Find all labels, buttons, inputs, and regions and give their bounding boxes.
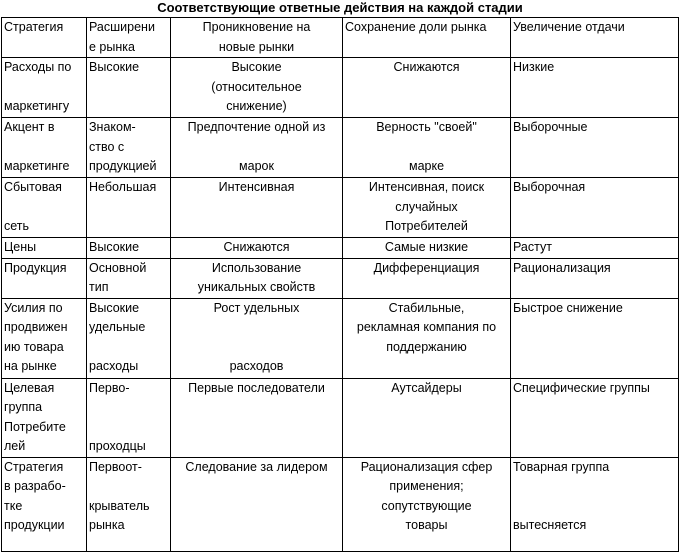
cell-text-line: проходцы	[89, 439, 146, 453]
cell-new-market-penetration	[171, 18, 343, 58]
strategy-table	[1, 17, 679, 552]
cell-market-share-retention	[343, 258, 511, 298]
cell-new-market-penetration	[171, 457, 343, 551]
cell-market-expansion	[87, 258, 171, 298]
table-row	[2, 457, 679, 551]
cell-text-line: Потребителей	[385, 219, 468, 233]
cell-text-line: расходов	[229, 359, 284, 373]
cell-market-expansion	[87, 238, 171, 259]
cell-text-line: Проникновение на	[202, 20, 311, 34]
cell-return-increase	[511, 118, 679, 178]
cell-text-line: Продукция	[4, 260, 67, 275]
cell-text-line	[89, 338, 168, 358]
cell-text-line: Верность "своей"	[376, 120, 477, 134]
cell-market-expansion	[87, 58, 171, 118]
cell-return-increase	[511, 457, 679, 551]
cell-text-line: Товарная группа	[513, 459, 610, 474]
cell-text-line: Цены	[4, 240, 37, 254]
cell-text-line	[513, 497, 676, 517]
cell-text-line: Рост удельных	[213, 300, 300, 315]
cell-strategy-aspect	[2, 378, 87, 457]
cell-strategy-aspect	[2, 258, 87, 298]
cell-text-line: в разрабо-	[4, 479, 66, 493]
cell-text-line: е рынка	[89, 39, 135, 54]
cell-text-line: Растут	[513, 240, 552, 254]
cell-text-line	[345, 138, 508, 158]
cell-text-line: Сохранение доли рынка	[345, 20, 487, 34]
cell-text-line: Самые низкие	[384, 240, 469, 254]
cell-text-line: снижение)	[226, 99, 287, 113]
cell-text-line: марке	[408, 159, 445, 173]
cell-strategy-aspect	[2, 298, 87, 378]
cell-text-line: на рынке	[4, 359, 57, 373]
cell-text-line	[89, 418, 168, 438]
table-row	[2, 378, 679, 457]
cell-text-line: продукцией	[89, 159, 157, 173]
cell-text-line: Расходы по	[4, 60, 72, 74]
cell-strategy-aspect	[2, 18, 87, 58]
cell-text-line: рынка	[89, 518, 125, 532]
cell-strategy-aspect	[2, 457, 87, 551]
cell-text-line: Специфические группы	[513, 380, 650, 395]
cell-text-line: Рационализация сфер	[360, 459, 493, 474]
cell-text-line: тке	[4, 498, 23, 513]
cell-return-increase	[511, 298, 679, 378]
cell-text-line: продукции	[4, 518, 65, 532]
cell-new-market-penetration	[171, 118, 343, 178]
cell-text-line: товары	[405, 518, 448, 532]
cell-text-line: Знаком-	[89, 120, 136, 134]
cell-text-line: Использование	[211, 260, 302, 275]
cell-text-line	[4, 198, 84, 218]
cell-text-line	[4, 138, 84, 158]
cell-text-line: сеть	[4, 219, 30, 233]
table-row	[2, 298, 679, 378]
cell-text-line: вытесняется	[513, 518, 587, 532]
cell-text-line: Дифференциация	[373, 260, 480, 275]
cell-text-line: Предпочтение одной из	[187, 120, 326, 134]
cell-return-increase	[511, 178, 679, 238]
cell-text-line: новые рынки	[218, 39, 295, 54]
cell-text-line: маркетингу	[4, 99, 70, 113]
cell-text-line: случайных	[395, 199, 458, 214]
cell-text-line: Интенсивная	[218, 180, 295, 194]
cell-text-line: Расширени	[89, 20, 155, 34]
table-row	[2, 178, 679, 238]
cell-text-line	[173, 338, 340, 358]
cell-market-expansion	[87, 298, 171, 378]
cell-text-line: поддержанию	[386, 339, 467, 354]
cell-new-market-penetration	[171, 178, 343, 238]
cell-text-line: Высокие	[89, 240, 140, 254]
cell-text-line: ство с	[89, 139, 125, 154]
cell-market-share-retention	[343, 238, 511, 259]
cell-text-line: Высокие	[89, 60, 140, 74]
cell-text-line: Потребите	[4, 419, 66, 434]
cell-text-line: маркетинге	[4, 159, 70, 173]
cell-text-line: Интенсивная, поиск	[368, 180, 485, 194]
cell-text-line: Целевая	[4, 380, 55, 395]
cell-text-line: крыватель	[89, 498, 150, 513]
cell-text-line: уникальных свойств	[197, 280, 316, 294]
cell-market-expansion	[87, 457, 171, 551]
cell-text-line: марок	[239, 159, 274, 173]
cell-market-expansion	[87, 118, 171, 178]
cell-text-line: Рационализация	[513, 260, 611, 275]
cell-text-line: Высокие	[231, 60, 282, 74]
cell-text-line: Усилия по	[4, 300, 63, 315]
cell-text-line: сопутствующие	[381, 498, 472, 513]
cell-text-line: Первые последователи	[188, 380, 325, 395]
cell-market-share-retention	[343, 18, 511, 58]
cell-text-line	[173, 138, 340, 158]
cell-new-market-penetration	[171, 58, 343, 118]
cell-text-line: Стратегия	[4, 459, 64, 474]
cell-text-line: Снижаются	[393, 60, 460, 74]
table-row	[2, 58, 679, 118]
cell-return-increase	[511, 18, 679, 58]
cell-market-share-retention	[343, 457, 511, 551]
cell-market-share-retention	[343, 118, 511, 178]
cell-text-line: продвижен	[4, 320, 68, 334]
cell-market-share-retention	[343, 378, 511, 457]
cell-market-share-retention	[343, 298, 511, 378]
cell-text-line: Сбытовая	[4, 180, 62, 194]
cell-text-line	[89, 477, 168, 497]
cell-text-line: Стратегия	[4, 20, 64, 34]
cell-new-market-penetration	[171, 238, 343, 259]
cell-text-line: Аутсайдеры	[391, 380, 462, 395]
cell-strategy-aspect	[2, 178, 87, 238]
cell-text-line: Небольшая	[89, 180, 157, 194]
cell-text-line: Снижаются	[223, 240, 290, 254]
cell-market-share-retention	[343, 58, 511, 118]
cell-text-line: группа	[4, 400, 43, 414]
cell-text-line: Первоот-	[89, 459, 142, 474]
cell-new-market-penetration	[171, 298, 343, 378]
cell-text-line: Высокие	[89, 300, 140, 315]
cell-text-line: тип	[89, 280, 109, 294]
cell-text-line: Выборочная	[513, 180, 586, 194]
cell-market-expansion	[87, 18, 171, 58]
table-title: Соответствующие ответные действия на каждой стадии	[157, 0, 523, 15]
cell-text-line: Следование за лидером	[185, 459, 328, 474]
cell-market-expansion	[87, 378, 171, 457]
table-row	[2, 238, 679, 259]
table-row	[2, 18, 679, 58]
cell-return-increase	[511, 378, 679, 457]
cell-text-line: Выборочные	[513, 120, 588, 134]
table-row	[2, 258, 679, 298]
cell-text-line	[89, 398, 168, 418]
cell-text-line: применения;	[389, 479, 464, 493]
cell-market-share-retention	[343, 178, 511, 238]
cell-text-line: Увеличение отдачи	[513, 20, 625, 34]
cell-market-expansion	[87, 178, 171, 238]
cell-text-line	[173, 318, 340, 338]
cell-text-line: Быстрое снижение	[513, 300, 623, 315]
cell-return-increase	[511, 258, 679, 298]
cell-return-increase	[511, 238, 679, 259]
cell-strategy-aspect	[2, 58, 87, 118]
cell-text-line: Низкие	[513, 60, 555, 74]
cell-new-market-penetration	[171, 258, 343, 298]
cell-text-line: Акцент в	[4, 120, 55, 134]
cell-text-line: (относительное	[211, 79, 302, 94]
cell-return-increase	[511, 58, 679, 118]
cell-strategy-aspect	[2, 118, 87, 178]
cell-text-line: расходы	[89, 359, 139, 373]
table-row	[2, 118, 679, 178]
cell-text-line: ию товара	[4, 339, 64, 354]
cell-strategy-aspect	[2, 238, 87, 259]
cell-text-line: рекламная компания по	[356, 320, 497, 334]
cell-text-line: Перво-	[89, 380, 130, 395]
cell-new-market-penetration	[171, 378, 343, 457]
cell-text-line: удельные	[89, 320, 146, 334]
cell-text-line: Основной	[89, 260, 147, 275]
cell-text-line	[4, 78, 84, 98]
cell-text-line: Стабильные,	[388, 300, 465, 315]
cell-text-line: лей	[4, 439, 26, 453]
cell-text-line	[513, 477, 676, 497]
